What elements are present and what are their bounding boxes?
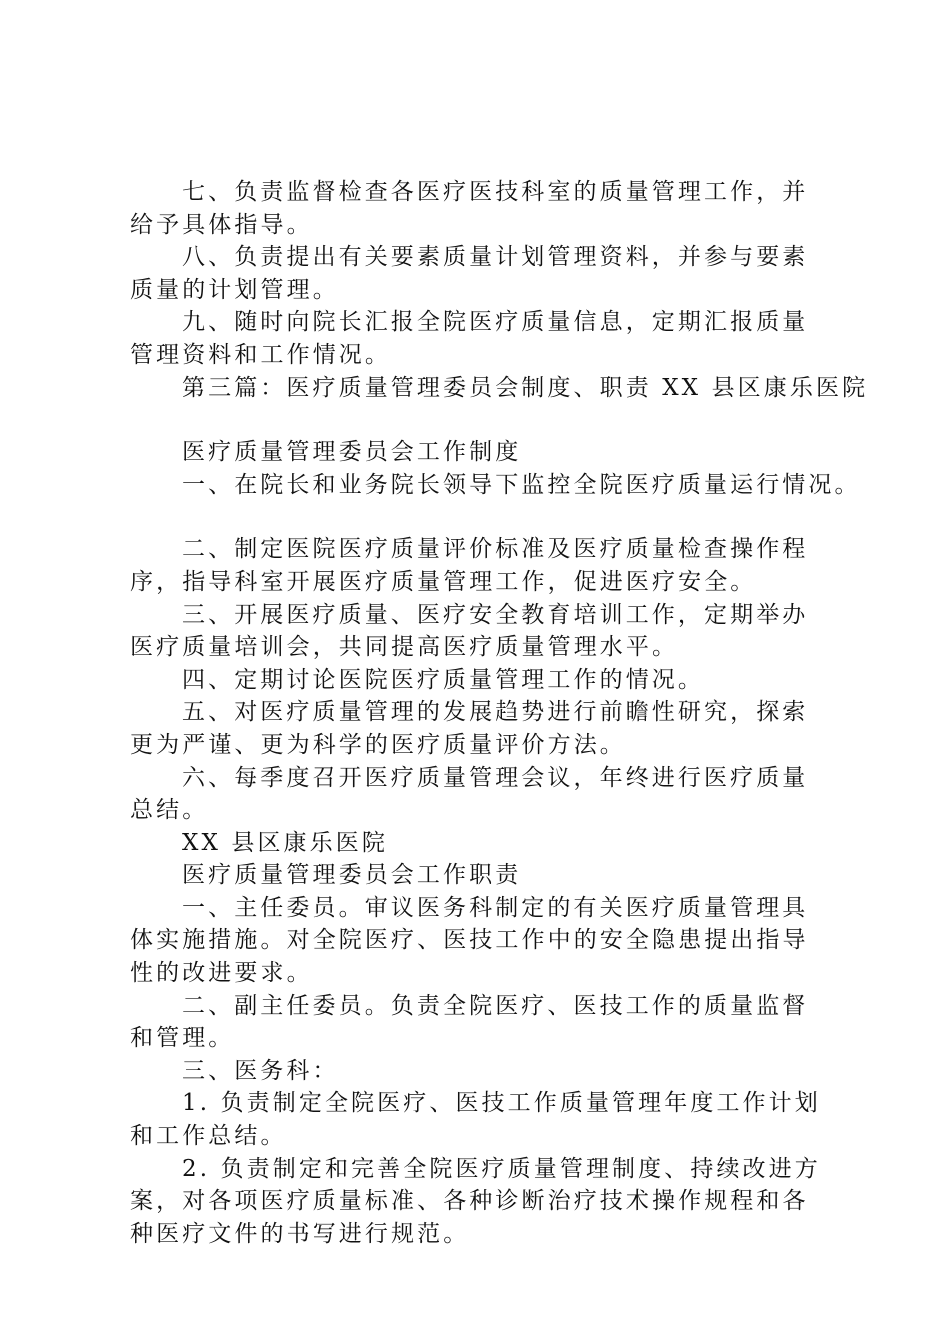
system-item-5: 五、对医疗质量管理的发展趋势进行前瞻性研究，探索更为严谨、更为科学的医疗质量评价方法。 [130,699,809,758]
document-body [130,176,869,1250]
paragraph-7: 七、负责监督检查各医疗医技科室的质量管理工作，并给予具体指导。 [130,179,809,238]
paragraph-9: 九、随时向院长汇报全院医疗质量信息，定期汇报质量管理资料和工作情况。 [130,309,809,368]
spacer [130,501,830,533]
duty-subitem-1: 1. 负责制定全院医疗、医技工作质量管理年度工作计划和工作总结。 [130,1090,821,1150]
system-item-6: 六、每季度召开医疗质量管理会议，年终进行医疗质量总结。 [130,764,809,824]
duty-item-1: 一、主任委员。审议医务科制定的有关医疗质量管理具体实施措施。对全院医疗、医技工作中的安全隐患提出指导性的改进要求。 [130,894,809,987]
system-item-1: 一、在院长和业务院长领导下监控全院医疗质量运行情况。 [182,471,861,498]
duty-item-2: 二、副主任委员。负责全院医疗、医技工作的质量监督和管理。 [130,992,809,1052]
section-title-system: 医疗质量管理委员会工作制度 [182,439,522,466]
duty-subitem-2: 2. 负责制定和完善全院医疗质量管理制度、持续改进方案，对各项医疗质量标准、各种诊断治疗技术操作规程和各种医疗文件的书写进行规范。 [130,1155,821,1247]
system-item-3: 三、开展医疗质量、医疗安全教育培训工作，定期举办医疗质量培训会，共同提高医疗质量管理水平。 [130,601,809,661]
section-title-duties: 医疗质量管理委员会工作职责 [182,862,522,889]
system-item-4: 四、定期讨论医院医疗质量管理工作的情况。 [182,666,704,693]
hospital-name: XX 县区康乐医院 [182,829,388,856]
system-item-2: 二、制定医院医疗质量评价标准及医疗质量检查操作程序，指导科室开展医疗质量管理工作，促进医疗安全。 [130,536,809,595]
paragraph-8: 八、负责提出有关要素质量计划管理资料，并参与要素质量的计划管理。 [130,244,809,303]
spacer [130,404,830,436]
chapter-heading: 第三篇：医疗质量管理委员会制度、职责 XX 县区康乐医院 [182,374,869,401]
duty-item-3: 三、医务科： [182,1057,339,1084]
